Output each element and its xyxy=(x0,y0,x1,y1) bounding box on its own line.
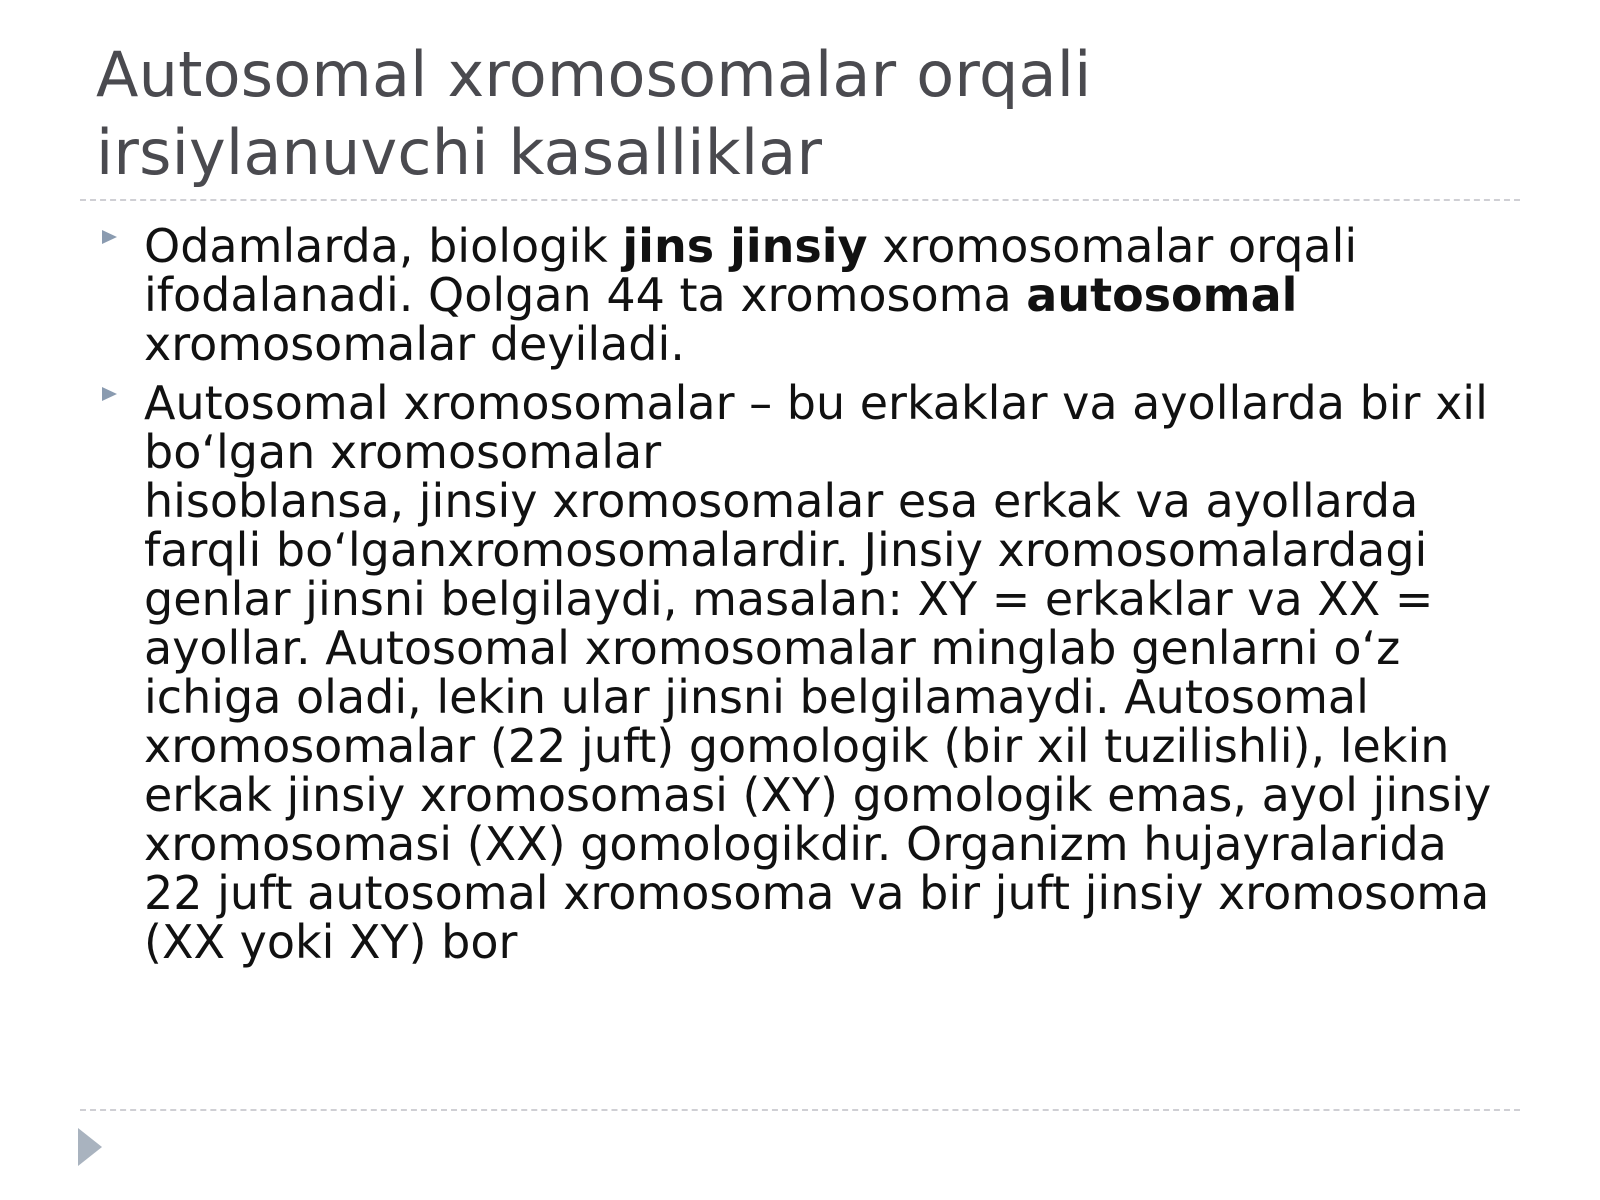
bullet-1-bold-1: jins jinsiy xyxy=(622,219,868,273)
slide-title xyxy=(96,36,1496,192)
next-slide-arrow-icon[interactable] xyxy=(78,1128,102,1166)
bullet-1-text-3: xromosomalar deyiladi. xyxy=(144,317,685,371)
triangle-bullet-icon xyxy=(102,387,117,401)
bullet-item-2 xyxy=(96,376,1516,969)
bullet-2-line-2: hisoblansa, jinsiy xromosomalar esa erkak va ayollarda farqli bo‘lganxromosomalardir. Jinsiy xromosomalardagi genlar jinsni belgilaydi, masalan: XY = erkaklar va XX = ayollar. Autosomal xromosomalar minglab genlarni o‘z ichiga oladi, lekin ular jinsni belgilamaydi. Autosomal xromosomalar (22 juft) gomologik (bir xil tuzilishli), lekin erkak jinsiy xromosomasi (XY) gomologik emas, ayol jinsiy xromosomasi (XX) gomologikdir. Organizm hujayralarida 22 juft autosomal xromosoma va bir juft jinsiy xromosoma (XX yoki XY) bor xyxy=(144,474,1492,969)
bullet-1-bold-2: autosomal xyxy=(1026,268,1298,322)
slide-title-line-2: irsiylanuvchi kasalliklar xyxy=(96,116,823,189)
bullet-2-line-1: Autosomal xromosomalar – bu erkaklar va ayollarda bir xil bo‘lgan xromosomalar xyxy=(144,376,1488,479)
slide-title-line-1: Autosomal xromosomalar orqali xyxy=(96,38,1092,111)
footer-divider xyxy=(80,1109,1520,1111)
bullet-1-text-1: Odamlarda, biologik xyxy=(144,219,623,273)
bullet-list xyxy=(96,219,1516,977)
triangle-bullet-icon xyxy=(102,230,117,244)
bullet-item-1 xyxy=(96,219,1516,371)
bullet-1-text-2: xromosomalar orqali ifodalanadi. Qolgan 44 ta xromosoma xyxy=(144,219,1358,322)
title-divider xyxy=(80,199,1520,201)
